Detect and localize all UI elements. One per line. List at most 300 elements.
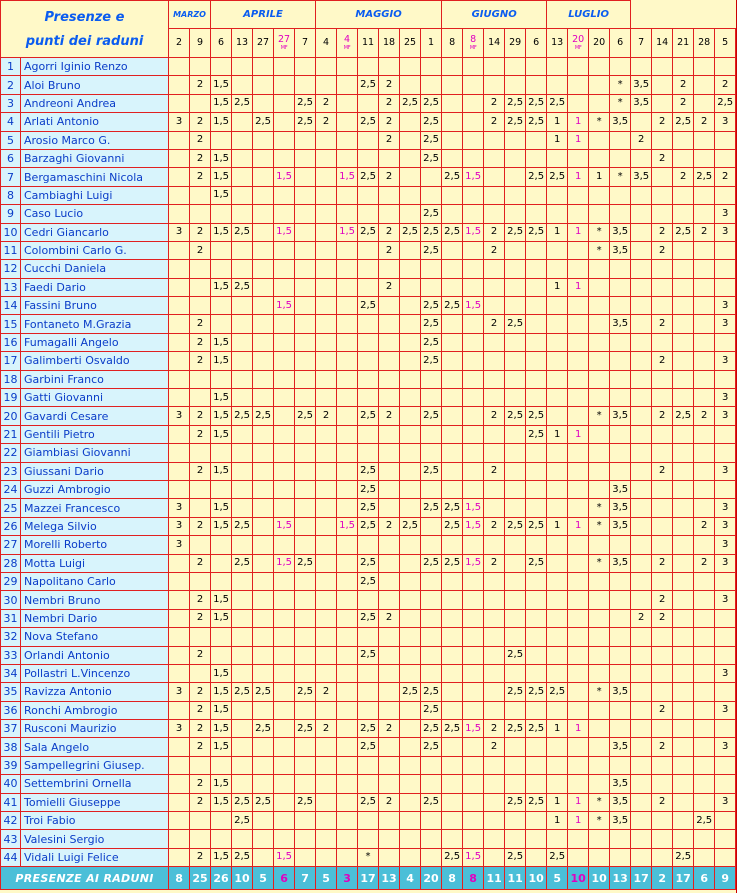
score-cell: 2,5 <box>400 517 421 535</box>
score-cell <box>610 591 631 609</box>
day-header <box>337 29 358 58</box>
score-cell <box>253 260 274 278</box>
score-cell <box>274 720 295 738</box>
day-number: 6 <box>533 37 540 49</box>
score-cell: * <box>589 407 610 425</box>
day-header <box>232 29 253 58</box>
score-cell <box>379 738 400 756</box>
score-cell <box>337 407 358 425</box>
score-cell <box>673 830 694 848</box>
score-cell <box>253 701 274 719</box>
score-cell <box>421 76 442 94</box>
score-cell <box>484 756 505 774</box>
score-cell <box>400 76 421 94</box>
score-cell <box>463 701 484 719</box>
score-cell: 1 <box>589 168 610 186</box>
row-number: 20 <box>1 407 21 425</box>
score-cell <box>694 701 715 719</box>
score-cell <box>715 149 736 167</box>
day-header <box>211 29 232 58</box>
score-cell <box>715 646 736 664</box>
score-cell <box>484 536 505 554</box>
score-cell <box>568 407 589 425</box>
score-cell <box>652 297 673 315</box>
score-cell: 2,5 <box>442 223 463 241</box>
score-cell: 2,5 <box>358 113 379 131</box>
score-cell <box>547 499 568 517</box>
score-cell: 2 <box>190 646 211 664</box>
score-cell <box>211 572 232 590</box>
score-cell: 2,5 <box>505 848 526 866</box>
score-cell: 2 <box>484 315 505 333</box>
day-header <box>631 29 652 58</box>
score-cell: 2,5 <box>358 297 379 315</box>
table-row <box>1 76 736 94</box>
table-row <box>1 389 736 407</box>
day-header <box>400 29 421 58</box>
day-number: 6 <box>218 37 225 49</box>
score-cell: 2 <box>652 352 673 370</box>
score-cell <box>505 664 526 682</box>
score-cell <box>673 352 694 370</box>
score-cell <box>568 480 589 498</box>
total-cell: 17 <box>673 867 694 890</box>
score-cell <box>274 352 295 370</box>
score-cell <box>505 628 526 646</box>
score-cell <box>211 554 232 572</box>
score-cell <box>358 149 379 167</box>
score-cell: 2 <box>484 407 505 425</box>
score-cell: 2 <box>190 701 211 719</box>
score-cell <box>232 389 253 407</box>
score-cell <box>526 756 547 774</box>
score-cell <box>253 131 274 149</box>
member-name: Aloi Bruno <box>21 76 169 94</box>
score-cell: 1,5 <box>211 720 232 738</box>
score-cell: 1,5 <box>211 278 232 296</box>
score-cell <box>442 572 463 590</box>
member-name: Sampellegrini Giusep. <box>21 756 169 774</box>
score-cell: 2 <box>190 793 211 811</box>
score-cell <box>673 186 694 204</box>
score-cell <box>274 205 295 223</box>
score-cell: 3,5 <box>610 407 631 425</box>
score-cell: 3,5 <box>631 76 652 94</box>
score-cell <box>253 628 274 646</box>
day-number: 2 <box>175 37 183 49</box>
row-number: 31 <box>1 609 21 627</box>
score-cell <box>358 756 379 774</box>
score-cell: 3,5 <box>610 517 631 535</box>
score-cell <box>694 536 715 554</box>
score-cell <box>400 480 421 498</box>
score-cell: 2,5 <box>295 793 316 811</box>
score-cell: 2,5 <box>673 407 694 425</box>
score-cell <box>253 517 274 535</box>
day-header <box>190 29 211 58</box>
score-cell <box>673 517 694 535</box>
score-cell <box>316 499 337 517</box>
score-cell <box>673 572 694 590</box>
score-cell <box>295 499 316 517</box>
score-cell: 2,5 <box>526 223 547 241</box>
table-row <box>1 793 736 811</box>
score-cell <box>505 554 526 572</box>
score-cell <box>589 149 610 167</box>
score-cell <box>232 444 253 462</box>
score-cell <box>505 499 526 517</box>
score-cell <box>694 462 715 480</box>
score-cell <box>568 241 589 259</box>
score-cell <box>568 462 589 480</box>
score-cell: 3 <box>169 499 190 517</box>
score-cell <box>295 591 316 609</box>
score-cell: 2 <box>190 223 211 241</box>
score-cell <box>589 664 610 682</box>
score-cell <box>274 58 295 76</box>
score-cell <box>568 260 589 278</box>
score-cell: 2,5 <box>505 646 526 664</box>
table-row <box>1 572 736 590</box>
score-cell: 2 <box>190 517 211 535</box>
score-cell <box>694 444 715 462</box>
score-cell <box>610 149 631 167</box>
total-cell: 10 <box>526 867 547 890</box>
score-cell <box>673 793 694 811</box>
member-name: Agorri Iginio Renzo <box>21 58 169 76</box>
day-number: 13 <box>235 37 249 49</box>
score-cell: 1,5 <box>463 517 484 535</box>
score-cell <box>715 628 736 646</box>
score-cell <box>379 756 400 774</box>
score-cell <box>400 407 421 425</box>
score-cell <box>694 131 715 149</box>
score-cell <box>253 94 274 112</box>
score-cell: 2,5 <box>253 683 274 701</box>
score-cell: 3 <box>715 297 736 315</box>
score-cell: 2 <box>190 407 211 425</box>
score-cell: 2,5 <box>400 94 421 112</box>
score-cell <box>547 756 568 774</box>
score-cell <box>694 58 715 76</box>
score-cell <box>274 480 295 498</box>
score-cell <box>421 775 442 793</box>
score-cell: 2,5 <box>421 94 442 112</box>
score-cell <box>442 407 463 425</box>
score-cell <box>652 572 673 590</box>
score-cell <box>484 168 505 186</box>
score-cell: 2 <box>190 720 211 738</box>
row-number: 35 <box>1 683 21 701</box>
table-row <box>1 352 736 370</box>
score-cell <box>316 333 337 351</box>
score-cell <box>337 333 358 351</box>
score-cell: 2,5 <box>442 517 463 535</box>
score-cell <box>337 241 358 259</box>
score-cell: * <box>589 223 610 241</box>
score-cell <box>232 830 253 848</box>
score-cell <box>400 499 421 517</box>
score-cell <box>400 278 421 296</box>
score-cell <box>652 646 673 664</box>
row-number: 1 <box>1 58 21 76</box>
score-cell: 3 <box>715 554 736 572</box>
score-cell <box>400 444 421 462</box>
score-cell <box>337 94 358 112</box>
score-cell <box>274 701 295 719</box>
score-cell <box>400 554 421 572</box>
score-cell: * <box>589 554 610 572</box>
score-cell: 1 <box>547 517 568 535</box>
member-name: Caso Lucio <box>21 205 169 223</box>
score-cell <box>715 425 736 443</box>
score-cell: 2 <box>316 407 337 425</box>
score-cell <box>526 58 547 76</box>
score-cell <box>505 333 526 351</box>
score-cell <box>547 830 568 848</box>
table-row <box>1 205 736 223</box>
row-number: 15 <box>1 315 21 333</box>
score-cell <box>169 352 190 370</box>
score-cell <box>547 775 568 793</box>
score-cell: 1 <box>568 113 589 131</box>
score-cell: 2 <box>379 168 400 186</box>
score-cell <box>589 444 610 462</box>
score-cell <box>253 186 274 204</box>
score-cell <box>442 186 463 204</box>
score-cell <box>610 370 631 388</box>
score-cell <box>568 554 589 572</box>
score-cell <box>526 278 547 296</box>
score-cell <box>652 664 673 682</box>
score-cell: 1,5 <box>211 499 232 517</box>
score-cell: 2 <box>190 775 211 793</box>
total-cell: 5 <box>316 867 337 890</box>
day-number: 6 <box>617 37 624 49</box>
score-cell <box>673 370 694 388</box>
member-name: Cucchi Daniela <box>21 260 169 278</box>
score-cell <box>694 664 715 682</box>
score-cell <box>484 205 505 223</box>
score-cell: 3 <box>169 407 190 425</box>
score-cell <box>673 701 694 719</box>
score-cell <box>274 113 295 131</box>
score-cell: 3,5 <box>610 775 631 793</box>
member-name: Giussani Dario <box>21 462 169 480</box>
score-cell <box>295 352 316 370</box>
score-cell <box>358 591 379 609</box>
score-cell <box>358 775 379 793</box>
score-cell <box>463 113 484 131</box>
title-line-1: Presenze e <box>44 10 125 25</box>
member-name: Sala Angelo <box>21 738 169 756</box>
score-cell <box>379 352 400 370</box>
row-number: 2 <box>1 76 21 94</box>
score-cell: 1,5 <box>274 517 295 535</box>
score-cell <box>169 370 190 388</box>
total-cell: 8 <box>463 867 484 890</box>
score-cell <box>568 352 589 370</box>
score-cell <box>190 389 211 407</box>
day-marker: MF <box>280 44 288 51</box>
score-cell <box>463 149 484 167</box>
total-cell: 10 <box>232 867 253 890</box>
score-cell <box>589 76 610 94</box>
score-cell <box>484 58 505 76</box>
score-cell: 2 <box>673 168 694 186</box>
row-number: 34 <box>1 664 21 682</box>
score-cell: 1 <box>547 278 568 296</box>
score-cell <box>316 628 337 646</box>
table-row <box>1 315 736 333</box>
score-cell <box>589 628 610 646</box>
score-cell <box>631 205 652 223</box>
score-cell: 2,5 <box>421 462 442 480</box>
score-cell <box>358 352 379 370</box>
score-cell: 2,5 <box>421 223 442 241</box>
score-cell: 2 <box>715 168 736 186</box>
score-cell: 2 <box>484 94 505 112</box>
score-cell <box>694 572 715 590</box>
score-cell <box>337 683 358 701</box>
score-cell <box>379 701 400 719</box>
score-cell: 2 <box>190 591 211 609</box>
score-cell <box>547 738 568 756</box>
score-cell <box>169 444 190 462</box>
score-cell <box>526 315 547 333</box>
score-cell <box>673 205 694 223</box>
score-cell <box>316 536 337 554</box>
score-cell: 2,5 <box>694 812 715 830</box>
score-cell <box>358 812 379 830</box>
score-cell: 1,5 <box>211 352 232 370</box>
score-cell: 2,5 <box>232 407 253 425</box>
score-cell: 3 <box>715 205 736 223</box>
score-cell: 1,5 <box>211 848 232 866</box>
score-cell <box>295 223 316 241</box>
score-cell: 1,5 <box>211 149 232 167</box>
total-cell: 26 <box>211 867 232 890</box>
score-cell <box>610 425 631 443</box>
score-cell <box>169 664 190 682</box>
score-cell <box>253 664 274 682</box>
score-cell <box>547 609 568 627</box>
score-cell <box>400 572 421 590</box>
score-cell <box>505 389 526 407</box>
score-cell <box>673 536 694 554</box>
score-cell: 1 <box>547 425 568 443</box>
member-name: Napolitano Carlo <box>21 572 169 590</box>
score-cell <box>337 812 358 830</box>
score-cell <box>694 609 715 627</box>
score-cell <box>526 260 547 278</box>
score-cell <box>463 664 484 682</box>
score-cell <box>442 370 463 388</box>
member-name: Morelli Roberto <box>21 536 169 554</box>
score-cell <box>547 315 568 333</box>
table-row <box>1 812 736 830</box>
score-cell <box>190 205 211 223</box>
total-cell: 17 <box>631 867 652 890</box>
score-cell <box>652 389 673 407</box>
score-cell <box>379 572 400 590</box>
score-cell: 2,5 <box>358 720 379 738</box>
score-cell <box>442 536 463 554</box>
score-cell <box>715 609 736 627</box>
score-cell <box>631 517 652 535</box>
score-cell <box>169 297 190 315</box>
score-cell: 2,5 <box>526 683 547 701</box>
score-cell: 1,5 <box>211 793 232 811</box>
score-cell <box>547 76 568 94</box>
score-cell <box>610 462 631 480</box>
score-cell <box>316 701 337 719</box>
score-cell <box>526 241 547 259</box>
score-cell <box>358 830 379 848</box>
score-cell: 3 <box>715 664 736 682</box>
score-cell <box>274 628 295 646</box>
row-number: 24 <box>1 480 21 498</box>
score-cell <box>400 168 421 186</box>
score-cell <box>547 58 568 76</box>
score-cell: 1,5 <box>463 720 484 738</box>
score-cell <box>631 389 652 407</box>
member-name: Colombini Carlo G. <box>21 241 169 259</box>
score-cell: 1,5 <box>211 76 232 94</box>
total-cell: 17 <box>358 867 379 890</box>
score-cell <box>694 241 715 259</box>
score-cell <box>442 241 463 259</box>
member-name: Fassini Bruno <box>21 297 169 315</box>
day-header <box>505 29 526 58</box>
score-cell: 2,5 <box>526 554 547 572</box>
score-cell <box>190 94 211 112</box>
member-name: Cedri Giancarlo <box>21 223 169 241</box>
score-cell: 2 <box>631 131 652 149</box>
score-cell: 2,5 <box>421 554 442 572</box>
score-cell <box>589 278 610 296</box>
score-cell <box>694 76 715 94</box>
score-cell <box>589 848 610 866</box>
score-cell <box>673 444 694 462</box>
score-cell: 1,5 <box>274 554 295 572</box>
day-number: 7 <box>302 37 309 49</box>
score-cell <box>631 352 652 370</box>
score-cell: 2,5 <box>253 720 274 738</box>
score-cell <box>484 480 505 498</box>
score-cell <box>232 756 253 774</box>
score-cell <box>484 297 505 315</box>
score-cell <box>568 830 589 848</box>
score-cell <box>589 205 610 223</box>
score-cell <box>190 756 211 774</box>
score-cell <box>568 149 589 167</box>
score-cell <box>484 628 505 646</box>
score-cell <box>568 58 589 76</box>
score-cell <box>610 701 631 719</box>
score-cell <box>484 260 505 278</box>
score-cell <box>631 628 652 646</box>
row-number: 11 <box>1 241 21 259</box>
member-name: Rusconi Maurizio <box>21 720 169 738</box>
table-row <box>1 720 736 738</box>
score-cell <box>547 554 568 572</box>
score-cell <box>652 775 673 793</box>
score-cell <box>652 131 673 149</box>
score-cell <box>442 591 463 609</box>
score-cell <box>463 480 484 498</box>
score-cell <box>589 756 610 774</box>
